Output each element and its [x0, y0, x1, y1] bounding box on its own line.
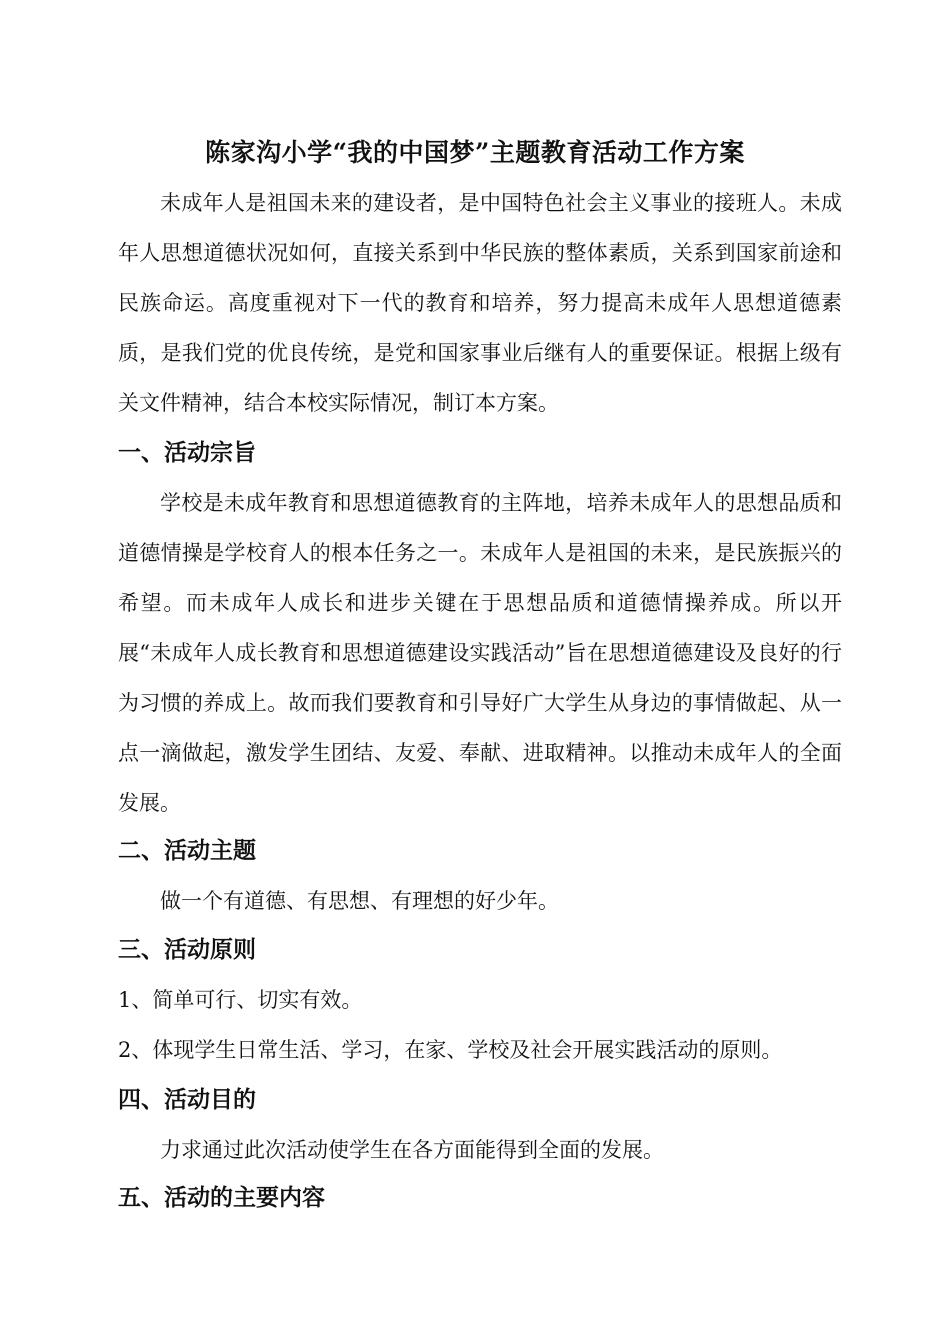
section-body-purpose: 学校是未成年教育和思想道德教育的主阵地，培养未成年人的思想品质和道德情操是学校育人的根本任务之一。未成年人是祖国的未来，是民族振兴的希望。而未成年人成长和进步关键在于思想品质和道德情操养成。所以开展“未成年人成长教育和思想道德建设实践活动”旨在思想道德建设及良好的行为习惯的养成上。故而我们要教育和引导好广大学生从身边的事情做起、从一点一滴做起，激发学生团结、友爱、奉献、进取精神。以推动未成年人的全面发展。	[118, 491, 842, 815]
section-heading-content: 五、活动的主要内容	[118, 1184, 325, 1211]
section-heading-principles: 三、活动原则	[118, 936, 256, 963]
principle-item-2: 2、体现学生日常生活、学习，在家、学校及社会开展实践活动的原则。	[118, 1038, 783, 1062]
principle-item-1: 1、简单可行、切实有效。	[118, 988, 363, 1012]
section-body-goal: 力求通过此次活动使学生在各方面能得到全面的发展。	[160, 1138, 664, 1162]
section-heading-theme: 二、活动主题	[118, 837, 256, 864]
section-heading-purpose: 一、活动宗旨	[118, 439, 256, 466]
intro-paragraph: 未成年人是祖国未来的建设者，是中国特色社会主义事业的接班人。未成年人思想道德状况如何，直接关系到中华民族的整体素质，关系到国家前途和民族命运。高度重视对下一代的教育和培养，努力提高未成年人思想道德素质，是我们党的优良传统，是党和国家事业后继有人的重要保证。根据上级有关文件精神，结合本校实际情况，制订本方案。	[118, 191, 842, 415]
section-body-theme: 做一个有道德、有思想、有理想的好少年。	[160, 889, 559, 913]
document-title: 陈家沟小学“我的中国梦”主题教育活动工作方案	[205, 138, 745, 167]
section-heading-goal: 四、活动目的	[118, 1086, 256, 1113]
